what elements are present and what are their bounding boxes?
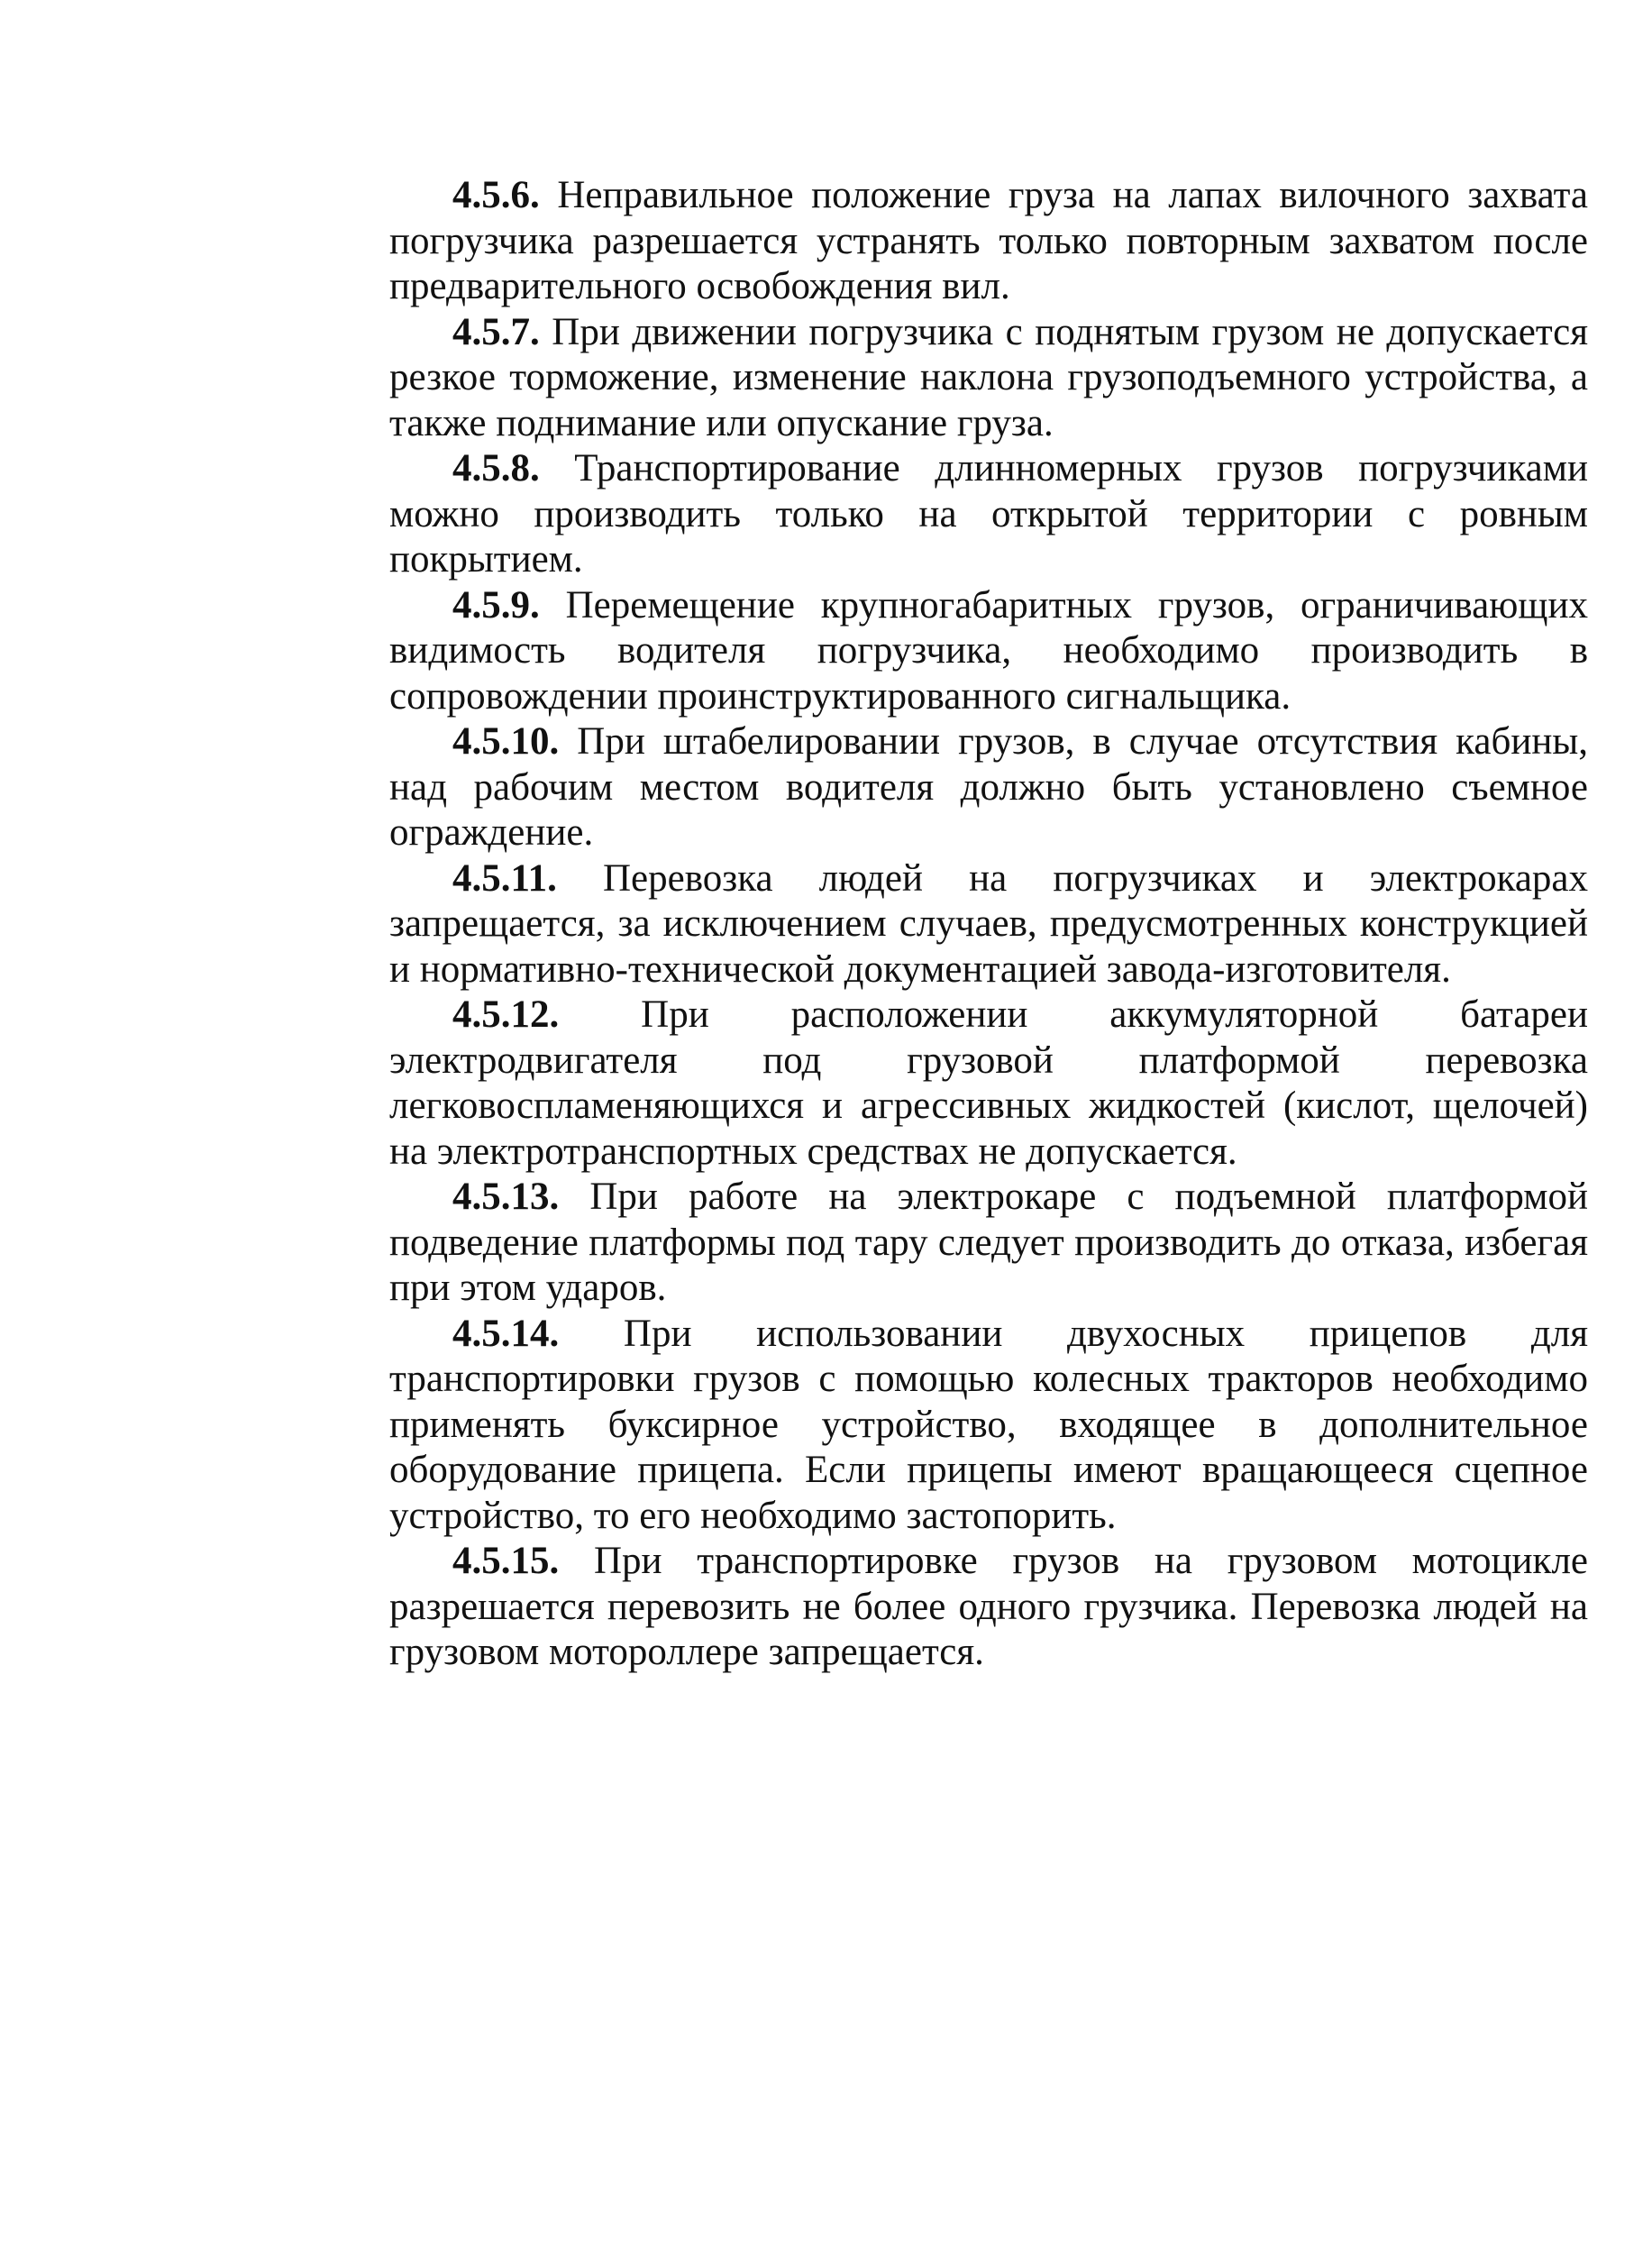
paragraph-number: 4.5.10. [452, 720, 560, 763]
paragraph-text: При штабелировании грузов, в случае отсутствия кабины, над рабочим местом водителя должно быть установлено съемное ограждение. [389, 720, 1589, 854]
paragraph-number: 4.5.7. [452, 310, 540, 353]
paragraph-text: Транспортирование длинномерных грузов погрузчиками можно производить только на открытой территории с ровным покрытием. [389, 447, 1588, 581]
paragraph-4-5-15 [389, 1539, 1588, 1676]
paragraph-number: 4.5.6. [452, 174, 540, 216]
paragraph-4-5-12 [389, 993, 1588, 1175]
paragraph-number: 4.5.11. [452, 856, 557, 900]
paragraph-4-5-14 [389, 1312, 1588, 1540]
paragraph-text: Перемещение крупногабаритных грузов, ограничивающих видимость водителя погрузчика, необходимо производить в сопровождении проинструктированного сигнальщика. [389, 583, 1588, 718]
paragraph-text: При транспортировке грузов на грузовом мотоцикле разрешается перевозить не более одного грузчика. Перевозка людей на грузовом мотороллере запрещается. [389, 1540, 1588, 1673]
paragraph-4-5-11 [389, 856, 1588, 993]
paragraph-4-5-10 [389, 719, 1588, 856]
paragraph-4-5-8 [389, 446, 1588, 583]
paragraph-text: Перевозка людей на погрузчиках и электрокарах запрещается, за исключением случаев, предусмотренных конструкцией и нормативно-технической документацией завода-изготовителя. [389, 856, 1588, 991]
paragraph-number: 4.5.9. [452, 583, 540, 627]
paragraph-text: При работе на электрокаре с подъемной платформой подведение платформы под тару следует производить до отказа, избегая при этом ударов. [389, 1176, 1589, 1309]
paragraph-text: Неправильное положение груза на лапах вилочного захвата погрузчика разрешается устранять только повторным захватом после предварительного освобождения вил. [389, 174, 1588, 307]
paragraph-number: 4.5.15. [452, 1540, 560, 1582]
paragraph-4-5-7 [389, 310, 1588, 447]
paragraph-4-5-6 [389, 173, 1588, 310]
paragraph-number: 4.5.14. [452, 1312, 560, 1355]
paragraph-number: 4.5.8. [452, 447, 540, 490]
document-body [389, 173, 1588, 1676]
paragraph-number: 4.5.12. [452, 993, 560, 1036]
paragraph-text: При использовании двухосных прицепов для транспортировки грузов с помощью колесных тракторов необходимо применять буксирное устройство, входящее в дополнительное оборудование прицепа. Если прицепы имеют вращающееся сцепное устройство, то его необходимо застопорить. [389, 1312, 1589, 1537]
paragraph-number: 4.5.13. [452, 1176, 560, 1218]
paragraph-text: При движении погрузчика с поднятым грузом не допускается резкое торможение, изменение наклона грузоподъемного устройства, а также поднимание или опускание груза. [389, 310, 1588, 444]
paragraph-4-5-13 [389, 1175, 1588, 1312]
paragraph-4-5-9 [389, 583, 1588, 720]
paragraph-text: При расположении аккумуляторной батареи электродвигателя под грузовой платформой перевозка легковоспламеняющихся и агрессивных жидкостей (кислот, щелочей) на электротранспортных средствах не допускается. [389, 993, 1588, 1173]
